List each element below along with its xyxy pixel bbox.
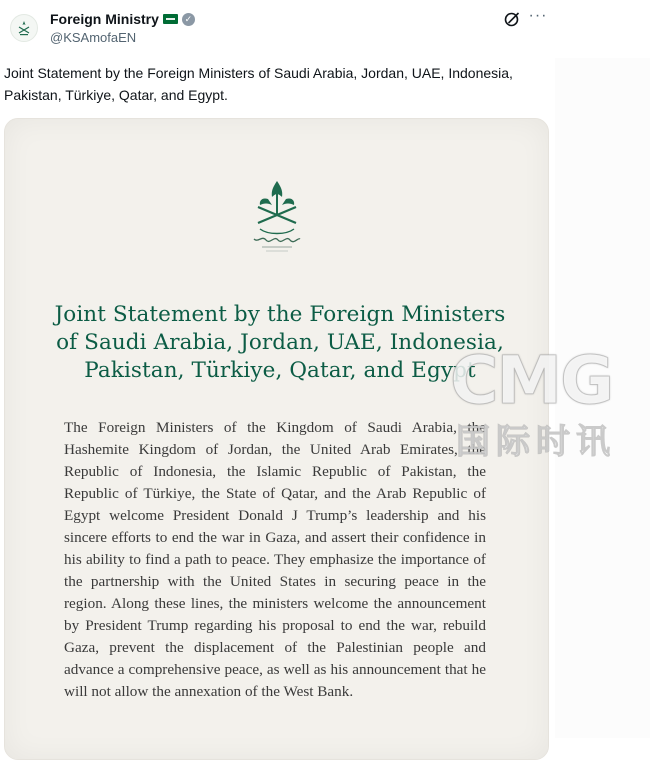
saudi-flag-icon xyxy=(163,14,178,24)
right-gutter xyxy=(555,58,650,738)
post-text: Joint Statement by the Foreign Ministers of Saudi Arabia, Jordan, UAE, Indonesia, Pakistan, Türkiye, Qatar, and Egypt. xyxy=(4,65,513,103)
avatar[interactable] xyxy=(10,14,38,42)
watermark-latin: CMG xyxy=(450,342,613,419)
grok-icon[interactable] xyxy=(503,10,521,28)
post-header xyxy=(0,0,650,58)
post-media-image[interactable] xyxy=(4,118,549,760)
verified-badge-icon[interactable]: ✓ xyxy=(182,13,195,26)
more-options-icon[interactable]: ··· xyxy=(528,7,548,24)
saudi-emblem-icon xyxy=(232,177,322,257)
document-body: The Foreign Ministers of the Kingdom of Saudi Arabia, the Hashemite Kingdom of Jordan, the United Arab Emirates, the Republic of Indonesia, the Islamic Republic of Pakistan, the Republic of Türkiye, the State of Qatar, and the Arab Republic of Egypt welcome President Donald J Trump’s leadership and his sincere efforts to end the war in Gaza, and assert their confidence in his ability to find a path to peace. They emphasize the importance of the partnership with the United States in securing peace in the region. Along these lines, the ministers welcome the announcement by President Trump regarding his proposal to end the war, rebuild Gaza, prevent the displacement of the Palestinian people and advance a comprehensive peace, as well as his announcement that he will not allow the annexation of the West Bank. xyxy=(64,419,486,700)
ministry-emblem-icon xyxy=(15,19,33,37)
author-handle[interactable]: @KSAmofaEN xyxy=(50,30,137,45)
author-name-row xyxy=(50,10,195,28)
document-title: Joint Statement by the Foreign Ministers of Saudi Arabia, Jordan, UAE, Indonesia, Pakistan, Türkiye, Qatar, and Egypt xyxy=(54,302,506,383)
author-display-name[interactable]: Foreign Ministry xyxy=(50,11,159,27)
watermark-chinese: 国际时讯 xyxy=(456,422,616,462)
